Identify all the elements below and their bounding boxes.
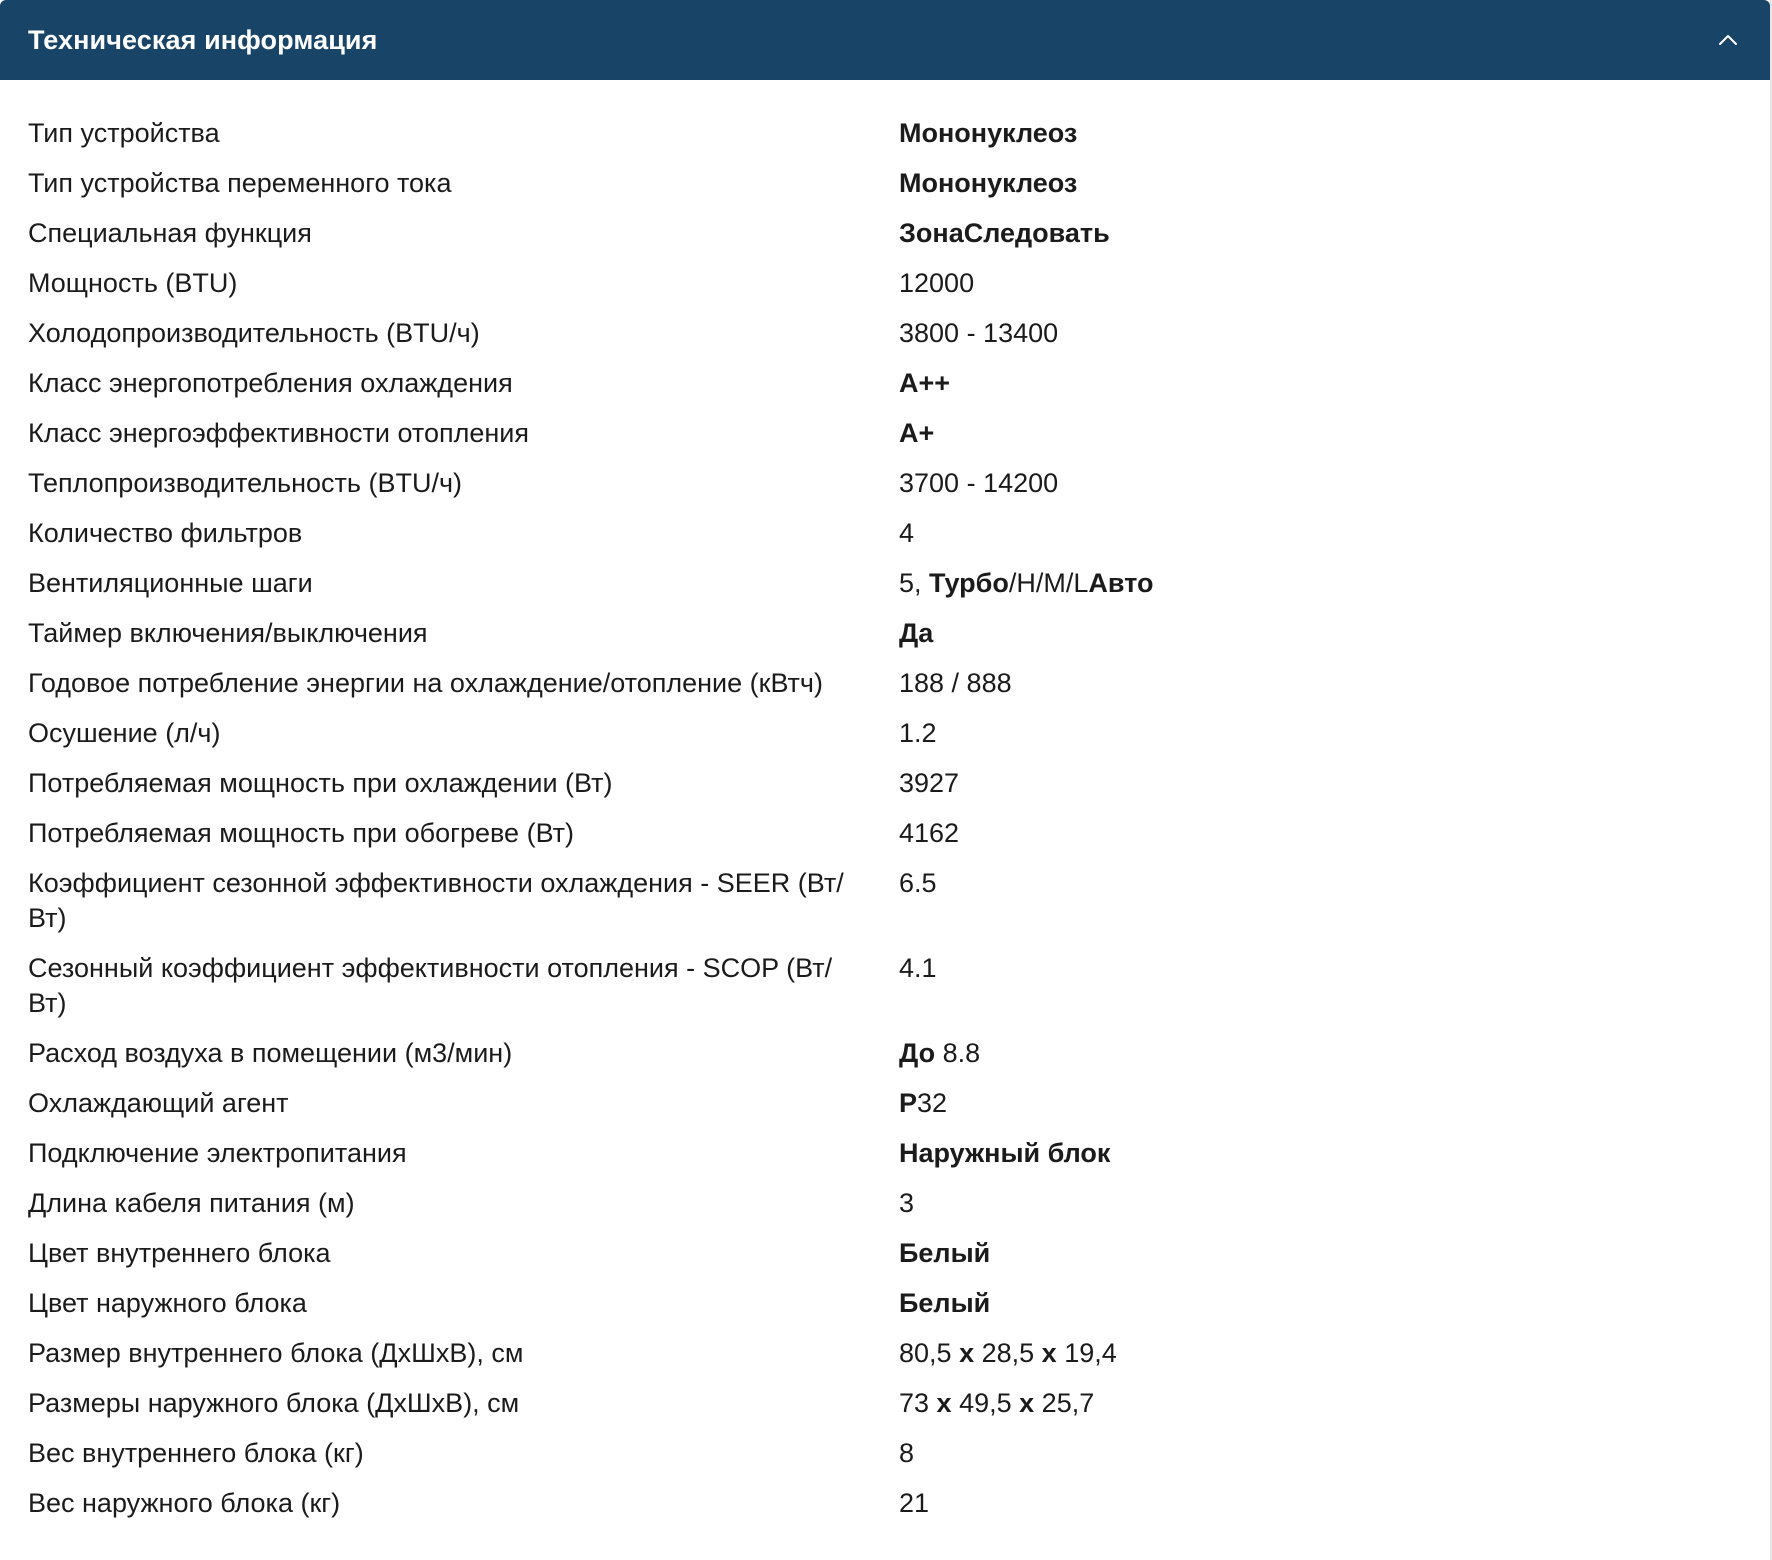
value-part: До: [899, 1038, 936, 1068]
spec-label: Расход воздуха в помещении (м3/мин): [28, 1038, 513, 1068]
spec-row: [0, 566, 1770, 601]
spec-value: [870, 566, 1770, 601]
value-part: x: [1019, 1388, 1035, 1418]
spec-label: Размер внутреннего блока (ДхШхВ), см: [28, 1338, 524, 1368]
spec-row: [0, 866, 1770, 936]
spec-label: Мощность (BTU): [28, 268, 238, 298]
spec-value: A+: [899, 418, 935, 448]
value-part: Р: [899, 1088, 918, 1118]
spec-value: Белый: [899, 1238, 991, 1268]
spec-row: [0, 1386, 1770, 1421]
spec-label: Размеры наружного блока (ДхШхВ), см: [28, 1388, 520, 1418]
spec-label: Вес наружного блока (кг): [28, 1488, 341, 1518]
spec-row: [0, 466, 1770, 501]
spec-value: 12000: [899, 268, 975, 298]
spec-value: 188 / 888: [899, 668, 1012, 698]
spec-row: [0, 1336, 1770, 1371]
spec-value: [870, 1086, 1770, 1121]
spec-label: Потребляемая мощность при охлаждении (Вт): [28, 768, 613, 798]
spec-value: A++: [899, 368, 951, 398]
spec-value: Мононуклеоз: [899, 168, 1078, 198]
spec-row: [0, 266, 1770, 301]
chevron-up-icon[interactable]: [1716, 28, 1740, 52]
value-part: 73: [899, 1388, 937, 1418]
spec-value: [870, 1386, 1770, 1421]
spec-row: [0, 951, 1770, 1021]
spec-label: Подключение электропитания: [28, 1138, 407, 1168]
spec-row: [0, 666, 1770, 701]
spec-value: Да: [899, 618, 934, 648]
spec-label: Тип устройства: [28, 118, 220, 148]
value-part: /H/M/L: [1008, 568, 1089, 598]
spec-value: 3700 - 14200: [899, 468, 1059, 498]
spec-row: [0, 1436, 1770, 1471]
spec-value: 4162: [899, 818, 960, 848]
spec-row: [0, 616, 1770, 651]
value-part: 5,: [899, 568, 930, 598]
spec-row: [0, 766, 1770, 801]
spec-label: Специальная функция: [28, 218, 312, 248]
spec-label: Коэффициент сезонной эффективности охлаждения - SEER (Вт/Вт): [28, 868, 844, 933]
spec-label: Вес внутреннего блока (кг): [28, 1438, 364, 1468]
spec-label: Количество фильтров: [28, 518, 303, 548]
spec-value: 4: [899, 518, 915, 548]
spec-label: Цвет наружного блока: [28, 1288, 307, 1318]
value-part: x: [936, 1388, 952, 1418]
spec-value: ЗонаСледовать: [899, 218, 1110, 248]
spec-label: Цвет внутреннего блока: [28, 1238, 331, 1268]
value-part: x: [959, 1338, 975, 1368]
spec-label: Холодопроизводительность (BTU/ч): [28, 318, 480, 348]
value-part: 25,7: [1034, 1388, 1095, 1418]
value-part: 8.8: [935, 1038, 981, 1068]
spec-label: Годовое потребление энергии на охлаждение/отопление (кВтч): [28, 668, 823, 698]
spec-label: Класс энергоэффективности отопления: [28, 418, 530, 448]
spec-row: [0, 816, 1770, 851]
spec-value: Наружный блок: [899, 1138, 1111, 1168]
spec-value: 3800 - 13400: [899, 318, 1059, 348]
spec-row: [0, 316, 1770, 351]
spec-label: Таймер включения/выключения: [28, 618, 428, 648]
spec-row: [0, 416, 1770, 451]
spec-value: 1.2: [899, 718, 937, 748]
spec-label: Осушение (л/ч): [28, 718, 221, 748]
spec-value: 6.5: [899, 868, 937, 898]
spec-row: [0, 516, 1770, 551]
spec-value: 3: [899, 1188, 915, 1218]
spec-value: Мононуклеоз: [899, 118, 1078, 148]
spec-label: Длина кабеля питания (м): [28, 1188, 355, 1218]
value-part: 19,4: [1056, 1338, 1117, 1368]
spec-row: [0, 716, 1770, 751]
spec-label: Сезонный коэффициент эффективности отопления - SCOP (Вт/Вт): [28, 953, 833, 1018]
spec-row: [0, 1236, 1770, 1271]
value-part: Авто: [1088, 568, 1154, 598]
spec-value: [870, 1336, 1770, 1371]
spec-row: [0, 366, 1770, 401]
technical-info-header[interactable]: [0, 0, 1770, 80]
spec-label: Тип устройства переменного тока: [28, 168, 452, 198]
spec-row: [0, 1036, 1770, 1071]
spec-label: Охлаждающий агент: [28, 1088, 289, 1118]
spec-value: 21: [899, 1488, 930, 1518]
spec-row: [0, 1136, 1770, 1171]
spec-value: 3927: [899, 768, 960, 798]
spec-row: [0, 116, 1770, 151]
panel-title: Техническая информация: [28, 24, 378, 55]
spec-row: [0, 1086, 1770, 1121]
spec-value: 4.1: [899, 953, 937, 983]
value-part: 49,5: [951, 1388, 1020, 1418]
spec-value: Белый: [899, 1288, 991, 1318]
value-part: 80,5: [899, 1338, 960, 1368]
spec-value: 8: [899, 1438, 915, 1468]
value-part: Турбо: [929, 568, 1009, 598]
value-part: 32: [917, 1088, 948, 1118]
value-part: x: [1041, 1338, 1057, 1368]
spec-row: [0, 1186, 1770, 1221]
spec-row: [0, 1286, 1770, 1321]
spec-row: [0, 216, 1770, 251]
spec-label: Теплопроизводительность (BTU/ч): [28, 468, 463, 498]
spec-row: [0, 1486, 1770, 1521]
spec-label: Потребляемая мощность при обогреве (Вт): [28, 818, 575, 848]
spec-row: [0, 166, 1770, 201]
spec-label: Вентиляционные шаги: [28, 568, 313, 598]
value-part: 28,5: [974, 1338, 1042, 1368]
spec-value: [870, 1036, 1770, 1071]
spec-label: Класс энергопотребления охлаждения: [28, 368, 513, 398]
